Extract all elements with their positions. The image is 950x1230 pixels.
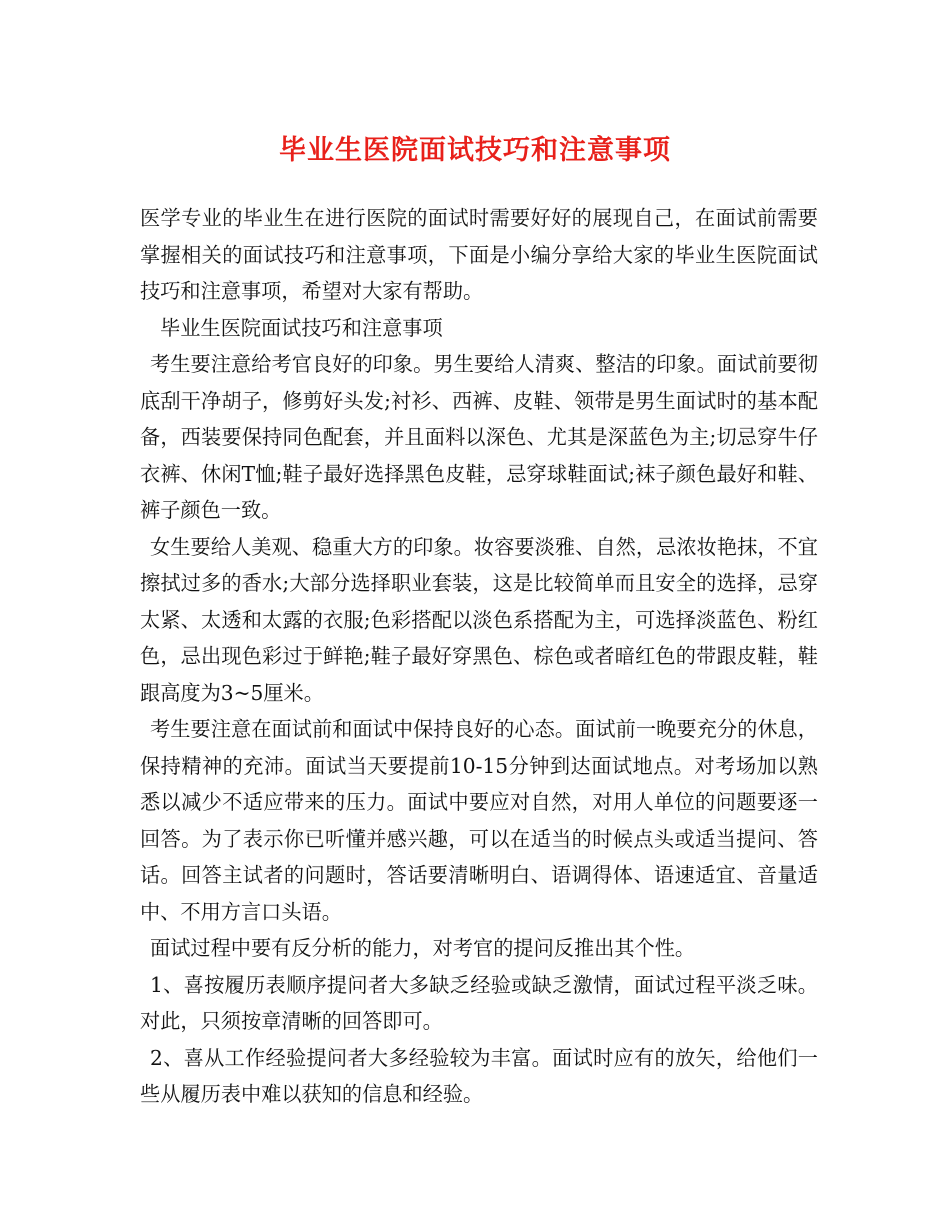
document-title: 毕业生医院面试技巧和注意事项 xyxy=(279,135,671,166)
section-heading: 毕业生医院面试技巧和注意事项 xyxy=(160,315,443,340)
paragraph-mindset: 考生要注意在面试前和面试中保持良好的心态。面试前一晚要充分的休息，保持精神的充沛。面试当天要提前10-15分钟到达面试地点。对考场加以熟悉以减少不适应带来的压力。面试中要应对自然，对用人单位的问题要逐一回答。为了表示你已听懂并感兴趣，可以在适当的时候点头或适当提问、答话。回答主试者的问题时，答话要清晰明白、语调得体、语速适宜、音量适中、不用方言口头语。 xyxy=(140,717,818,924)
paragraph-analysis: 面试过程中要有反分析的能力，对考官的提问反推出其个性。 xyxy=(150,936,696,960)
document-body xyxy=(140,200,818,1113)
list-item-2: 2、喜从工作经验提问者大多经验较为丰富。面试时应有的放矢，给他们一些从履历表中难以获知的信息和经验。 xyxy=(140,1045,818,1106)
list-item-1: 1、喜按履历表顺序提问者大多缺乏经验或缺乏激情，面试过程平淡乏味。对此，只须按章清晰的回答即可。 xyxy=(140,972,818,1033)
paragraph-male-appearance: 考生要注意给考官良好的印象。男生要给人清爽、整洁的印象。面试前要彻底刮干净胡子，修剪好头发;衬衫、西裤、皮鞋、领带是男生面试时的基本配备，西装要保持同色配套，并且面料以深色、尤其是深蓝色为主;切忌穿牛仔衣裤、休闲T恤;鞋子最好选择黑色皮鞋，忌穿球鞋面试;袜子颜色最好和鞋、裤子颜色一致。 xyxy=(140,352,818,522)
paragraph-female-appearance: 女生要给人美观、稳重大方的印象。妆容要淡雅、自然，忌浓妆艳抹，不宜擦拭过多的香水;大部分选择职业套装，这是比较简单而且安全的选择，忌穿太紧、太透和太露的衣服;色彩搭配以淡色系搭配为主，可选择淡蓝色、粉红色，忌出现色彩过于鲜艳;鞋子最好穿黑色、棕色或者暗红色的带跟皮鞋，鞋跟高度为3~5厘米。 xyxy=(140,534,818,705)
intro-paragraph: 医学专业的毕业生在进行医院的面试时需要好好的展现自己，在面试前需要掌握相关的面试技巧和注意事项，下面是小编分享给大家的毕业生医院面试技巧和注意事项，希望对大家有帮助。 xyxy=(140,206,818,303)
